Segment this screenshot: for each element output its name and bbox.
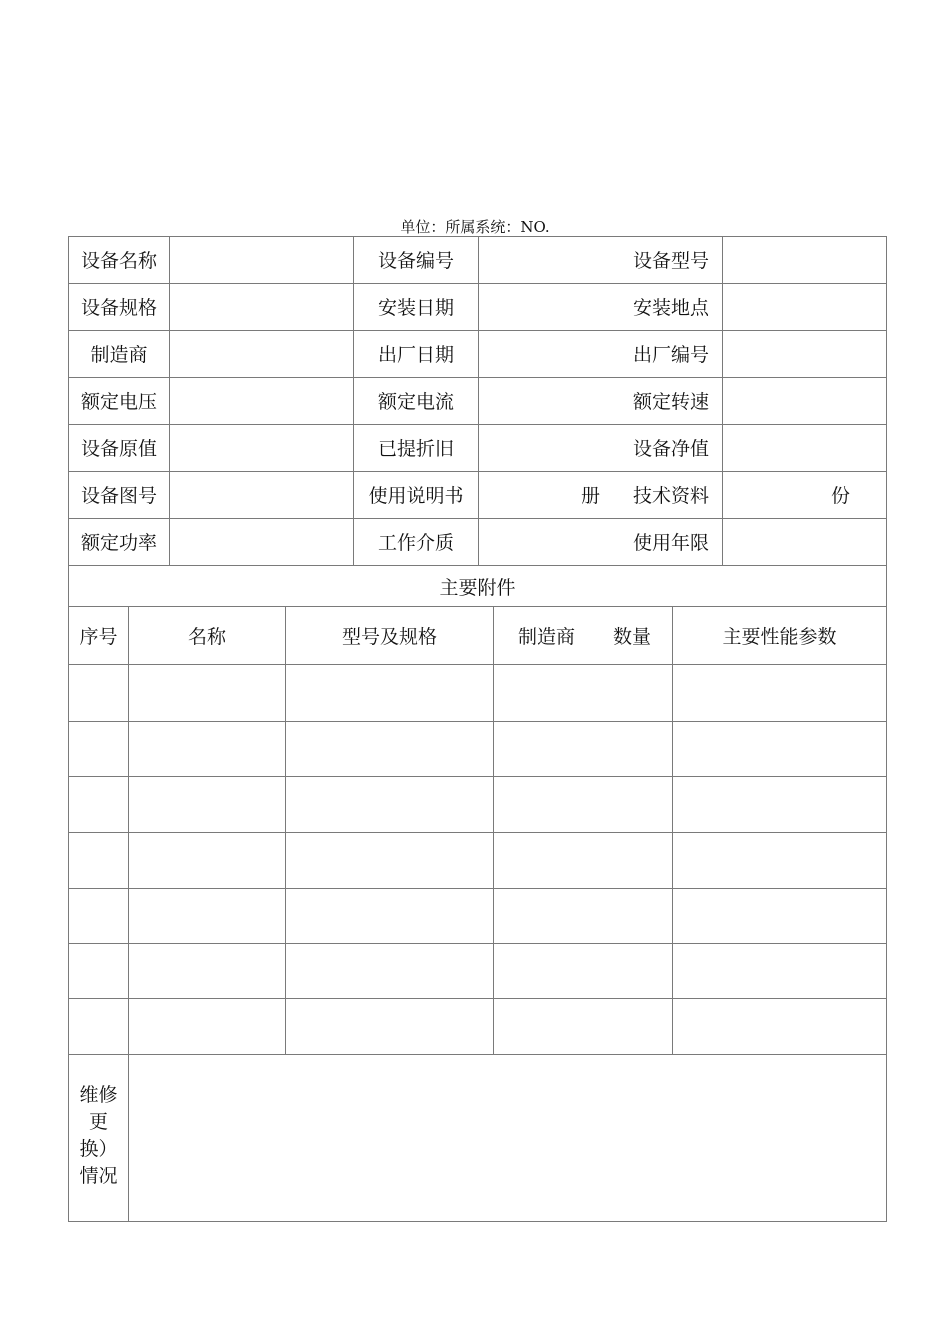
label-install-date: 安装日期	[377, 297, 454, 319]
label-rated-voltage: 额定电压	[80, 391, 157, 413]
form-header: 单位：所属系统：NO.	[400, 218, 550, 236]
col-header-model-spec: 型号及规格	[341, 626, 437, 648]
label-manufacturer: 制造商	[90, 344, 148, 366]
col-header-maker: 制造商	[518, 626, 576, 648]
label-device-model: 设备型号	[632, 250, 709, 272]
repair-label-line-2: 更	[88, 1111, 108, 1133]
label-net-value: 设备净值	[632, 438, 709, 460]
label-manual: 使用说明书	[368, 485, 464, 507]
col-header-seq: 序号	[79, 626, 118, 648]
label-working-medium: 工作介质	[377, 532, 454, 554]
label-service-life: 使用年限	[632, 532, 709, 554]
label-rated-current: 额定电流	[377, 391, 454, 413]
col-header-performance: 主要性能参数	[722, 626, 837, 648]
label-factory-number: 出厂编号	[632, 344, 709, 366]
label-rated-speed: 额定转速	[632, 391, 709, 413]
label-device-number: 设备编号	[377, 250, 454, 272]
label-device-name: 设备名称	[80, 250, 157, 272]
section-title: 主要附件	[439, 576, 516, 599]
label-device-spec: 设备规格	[80, 297, 157, 319]
label-factory-date: 出厂日期	[377, 344, 454, 366]
manual-unit: 册	[581, 485, 601, 507]
label-install-location: 安装地点	[632, 297, 709, 319]
col-header-name: 名称	[187, 626, 226, 648]
repair-label-line-3: 换）	[79, 1138, 118, 1160]
label-original-value: 设备原值	[80, 438, 157, 460]
label-depreciation: 已提折旧	[377, 438, 454, 460]
tech-docs-unit: 份	[831, 485, 851, 507]
label-drawing-number: 设备图号	[80, 485, 157, 507]
label-tech-docs: 技术资料	[632, 485, 709, 507]
repair-label	[69, 1082, 128, 1190]
label-rated-power: 额定功率	[80, 532, 157, 554]
col-header-qty: 数量	[613, 626, 652, 648]
repair-label-line-4: 情况	[79, 1165, 118, 1187]
repair-label-line-1: 维修	[79, 1084, 118, 1106]
